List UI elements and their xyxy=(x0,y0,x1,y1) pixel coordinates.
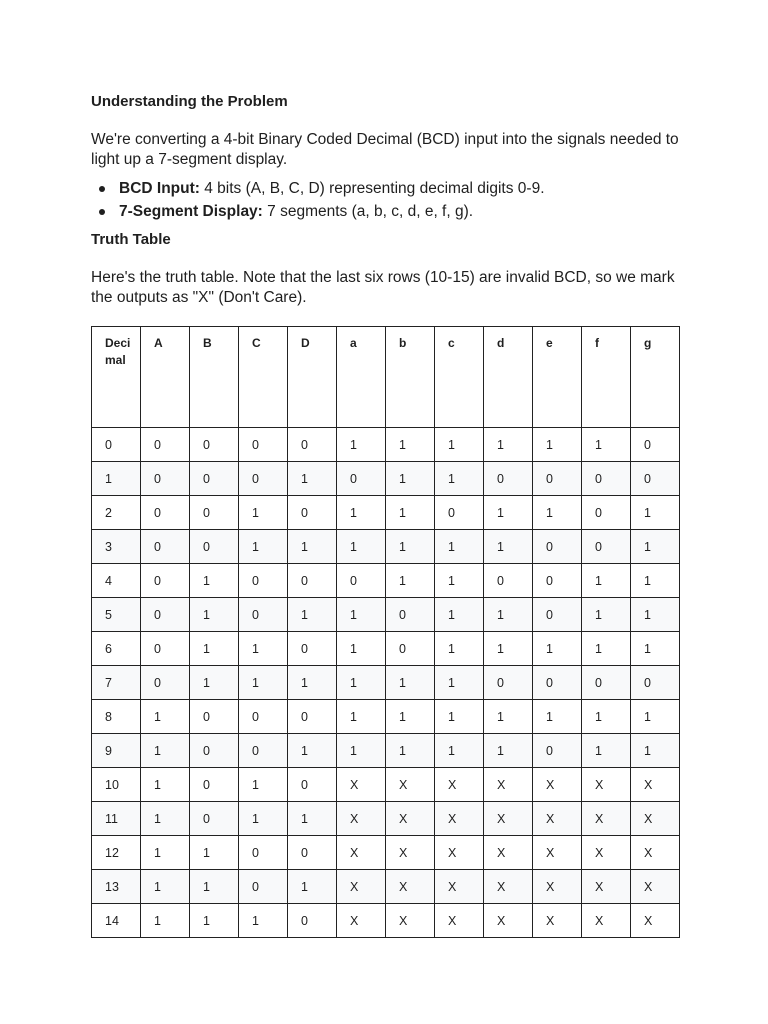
bullet-text: 4 bits (A, B, C, D) representing decimal digits 0-9. xyxy=(199,180,545,197)
table-cell: 0 xyxy=(533,462,582,496)
table-cell: 1 xyxy=(141,870,190,904)
table-cell: 0 xyxy=(484,666,533,700)
table-cell: 1 xyxy=(288,870,337,904)
heading-truth-table: Truth Table xyxy=(91,231,171,248)
table-cell: 0 xyxy=(288,632,337,666)
table-cell: X xyxy=(484,768,533,802)
table-cell: 6 xyxy=(92,632,141,666)
table-cell: 0 xyxy=(190,734,239,768)
table-cell: 0 xyxy=(141,666,190,700)
table-row xyxy=(92,598,680,632)
table-cell: X xyxy=(582,802,631,836)
table-cell: 1 xyxy=(582,700,631,734)
table-cell: 1 xyxy=(337,666,386,700)
table-cell: 4 xyxy=(92,564,141,598)
table-cell: 0 xyxy=(288,496,337,530)
table-cell: 1 xyxy=(484,496,533,530)
table-cell: 1 xyxy=(190,598,239,632)
table-cell: 1 xyxy=(190,666,239,700)
table-cell: 1 xyxy=(141,904,190,938)
table-cell: 0 xyxy=(484,564,533,598)
table-cell: 0 xyxy=(631,462,680,496)
bullet-item-7-segment-display xyxy=(91,200,545,223)
table-cell: 0 xyxy=(190,802,239,836)
table-cell: 1 xyxy=(631,700,680,734)
table-cell: 0 xyxy=(435,496,484,530)
table-cell: 0 xyxy=(533,734,582,768)
table-cell: 10 xyxy=(92,768,141,802)
column-header-a: A xyxy=(141,327,190,428)
table-cell: 1 xyxy=(386,462,435,496)
bullet-label: BCD Input: xyxy=(119,180,200,197)
table-cell: 1 xyxy=(484,734,533,768)
table-cell: X xyxy=(386,870,435,904)
table-cell: 0 xyxy=(141,428,190,462)
table-cell: X xyxy=(631,870,680,904)
table-cell: 0 xyxy=(92,428,141,462)
table-cell: X xyxy=(484,836,533,870)
table-cell: 1 xyxy=(337,530,386,564)
intro-paragraph: We're converting a 4-bit Binary Coded Decimal (BCD) input into the signals needed to light up a 7-segment display. xyxy=(91,131,679,168)
table-cell: 1 xyxy=(484,530,533,564)
table-cell: 1 xyxy=(435,564,484,598)
table-cell: 1 xyxy=(239,530,288,564)
table-cell: X xyxy=(582,870,631,904)
table-cell: 0 xyxy=(386,598,435,632)
table-row xyxy=(92,428,680,462)
table-cell: 1 xyxy=(288,462,337,496)
table-cell: 1 xyxy=(386,496,435,530)
table-cell: 1 xyxy=(631,734,680,768)
column-header-f: f xyxy=(582,327,631,428)
table-cell: X xyxy=(631,802,680,836)
table-cell: X xyxy=(533,768,582,802)
table-cell: 0 xyxy=(533,530,582,564)
table-cell: 1 xyxy=(631,598,680,632)
table-cell: 1 xyxy=(288,734,337,768)
table-cell: 0 xyxy=(337,462,386,496)
table-cell: X xyxy=(337,802,386,836)
truth-table-paragraph: Here's the truth table. Note that the last six rows (10-15) are invalid BCD, so we mark the outputs as "X" (Don't Care). xyxy=(91,269,675,306)
table-cell: 1 xyxy=(141,734,190,768)
table-cell: 1 xyxy=(190,836,239,870)
table-cell: 0 xyxy=(288,700,337,734)
table-cell: 0 xyxy=(239,734,288,768)
table-row xyxy=(92,530,680,564)
table-cell: 0 xyxy=(141,632,190,666)
table-cell: 1 xyxy=(631,530,680,564)
bullet-item-bcd-input xyxy=(91,177,545,200)
table-cell: 8 xyxy=(92,700,141,734)
table-cell: 12 xyxy=(92,836,141,870)
table-cell: 1 xyxy=(288,666,337,700)
table-cell: 1 xyxy=(582,428,631,462)
table-cell: 1 xyxy=(386,564,435,598)
table-row xyxy=(92,802,680,836)
table-cell: 1 xyxy=(435,632,484,666)
table-cell: X xyxy=(386,836,435,870)
table-cell: X xyxy=(631,768,680,802)
table-cell: 1 xyxy=(141,802,190,836)
table-cell: 0 xyxy=(141,496,190,530)
table-row xyxy=(92,496,680,530)
table-cell: 1 xyxy=(337,700,386,734)
table-cell: 0 xyxy=(190,496,239,530)
column-header-c: C xyxy=(239,327,288,428)
table-cell: 1 xyxy=(435,530,484,564)
table-cell: 0 xyxy=(239,870,288,904)
table-row xyxy=(92,870,680,904)
table-cell: 0 xyxy=(239,564,288,598)
table-cell: 0 xyxy=(337,564,386,598)
table-cell: 1 xyxy=(386,700,435,734)
table-cell: 0 xyxy=(141,462,190,496)
table-row xyxy=(92,836,680,870)
table-cell: 1 xyxy=(533,428,582,462)
table-cell: X xyxy=(386,768,435,802)
table-cell: X xyxy=(582,836,631,870)
table-cell: 1 xyxy=(435,462,484,496)
table-cell: 0 xyxy=(141,530,190,564)
table-cell: 0 xyxy=(386,632,435,666)
table-cell: 13 xyxy=(92,870,141,904)
table-header-row xyxy=(92,327,680,428)
table-cell: 11 xyxy=(92,802,141,836)
table-cell: 0 xyxy=(190,462,239,496)
table-cell: 1 xyxy=(582,734,631,768)
table-cell: 0 xyxy=(631,666,680,700)
table-cell: X xyxy=(631,836,680,870)
table-cell: 1 xyxy=(386,428,435,462)
table-cell: 1 xyxy=(533,496,582,530)
bullet-label: 7-Segment Display: xyxy=(119,203,263,220)
table-cell: 1 xyxy=(631,496,680,530)
table-cell: 0 xyxy=(533,598,582,632)
table-cell: X xyxy=(533,904,582,938)
table-cell: 1 xyxy=(239,768,288,802)
table-cell: 0 xyxy=(190,700,239,734)
table-cell: 1 xyxy=(386,530,435,564)
table-cell: 1 xyxy=(337,632,386,666)
table-cell: X xyxy=(582,904,631,938)
table-cell: 1 xyxy=(484,700,533,734)
table-cell: 1 xyxy=(484,428,533,462)
column-header-e: e xyxy=(533,327,582,428)
table-cell: X xyxy=(484,904,533,938)
table-cell: X xyxy=(386,802,435,836)
table-cell: X xyxy=(533,836,582,870)
table-cell: 1 xyxy=(288,598,337,632)
table-cell: 1 xyxy=(190,564,239,598)
table-cell: X xyxy=(337,836,386,870)
table-row xyxy=(92,632,680,666)
table-cell: 0 xyxy=(533,564,582,598)
table-cell: 1 xyxy=(533,632,582,666)
table-cell: 1 xyxy=(141,700,190,734)
table-cell: 0 xyxy=(631,428,680,462)
table-cell: 1 xyxy=(288,802,337,836)
table-row xyxy=(92,734,680,768)
table-cell: X xyxy=(435,904,484,938)
table-cell: 0 xyxy=(288,428,337,462)
table-cell: 5 xyxy=(92,598,141,632)
table-cell: X xyxy=(337,768,386,802)
table-cell: 1 xyxy=(141,768,190,802)
column-header-a: a xyxy=(337,327,386,428)
table-cell: 0 xyxy=(484,462,533,496)
table-cell: 1 xyxy=(190,904,239,938)
table-cell: 0 xyxy=(239,462,288,496)
table-cell: X xyxy=(435,870,484,904)
column-header-c: c xyxy=(435,327,484,428)
table-cell: 1 xyxy=(239,904,288,938)
table-cell: X xyxy=(435,802,484,836)
table-cell: 1 xyxy=(533,700,582,734)
table-cell: 1 xyxy=(484,632,533,666)
table-cell: X xyxy=(435,768,484,802)
table-row xyxy=(92,666,680,700)
table-cell: X xyxy=(582,768,631,802)
table-cell: 1 xyxy=(631,564,680,598)
table-cell: 0 xyxy=(141,598,190,632)
table-cell: 1 xyxy=(435,734,484,768)
table-cell: 0 xyxy=(239,836,288,870)
column-header-g: g xyxy=(631,327,680,428)
table-row xyxy=(92,904,680,938)
table-cell: 9 xyxy=(92,734,141,768)
table-cell: 14 xyxy=(92,904,141,938)
table-cell: 1 xyxy=(190,870,239,904)
bullet-list xyxy=(91,177,545,223)
table-cell: 0 xyxy=(582,496,631,530)
table-cell: 1 xyxy=(435,598,484,632)
table-cell: X xyxy=(386,904,435,938)
table-cell: 1 xyxy=(337,428,386,462)
bullet-text: 7 segments (a, b, c, d, e, f, g). xyxy=(262,203,474,220)
table-cell: 1 xyxy=(631,632,680,666)
table-cell: 0 xyxy=(533,666,582,700)
table-cell: 0 xyxy=(582,462,631,496)
heading-understanding-the-problem: Understanding the Problem xyxy=(91,93,288,110)
table-cell: 0 xyxy=(239,428,288,462)
table-cell: 1 xyxy=(141,836,190,870)
table-cell: 1 xyxy=(435,666,484,700)
table-cell: X xyxy=(484,802,533,836)
table-cell: 1 xyxy=(386,666,435,700)
column-header-d: d xyxy=(484,327,533,428)
table-body xyxy=(92,428,680,938)
table-cell: X xyxy=(435,836,484,870)
table-cell: 1 xyxy=(239,496,288,530)
table-cell: 0 xyxy=(288,904,337,938)
table-cell: 0 xyxy=(190,428,239,462)
table-cell: 0 xyxy=(239,700,288,734)
table-cell: 1 xyxy=(582,564,631,598)
table-cell: 3 xyxy=(92,530,141,564)
table-cell: 1 xyxy=(239,802,288,836)
column-header-d: D xyxy=(288,327,337,428)
table-cell: 0 xyxy=(288,836,337,870)
table-cell: X xyxy=(337,904,386,938)
table-cell: 1 xyxy=(337,496,386,530)
truth-table xyxy=(91,326,680,938)
table-cell: 1 xyxy=(337,598,386,632)
table-cell: 0 xyxy=(288,768,337,802)
column-header-decimal: Decimal xyxy=(92,327,141,428)
table-cell: 1 xyxy=(435,700,484,734)
table-cell: 1 xyxy=(190,632,239,666)
table-cell: 0 xyxy=(582,666,631,700)
table-cell: 1 xyxy=(484,598,533,632)
table-cell: 1 xyxy=(92,462,141,496)
table-cell: X xyxy=(533,802,582,836)
table-row xyxy=(92,700,680,734)
table-cell: 1 xyxy=(239,666,288,700)
table-cell: 1 xyxy=(582,598,631,632)
table-cell: 0 xyxy=(288,564,337,598)
table-cell: 1 xyxy=(337,734,386,768)
table-row xyxy=(92,462,680,496)
table-cell: 1 xyxy=(288,530,337,564)
table-cell: X xyxy=(337,870,386,904)
table-cell: 1 xyxy=(386,734,435,768)
table-cell: 0 xyxy=(190,768,239,802)
table-cell: 7 xyxy=(92,666,141,700)
column-header-b: b xyxy=(386,327,435,428)
table-cell: 1 xyxy=(239,632,288,666)
table-cell: 0 xyxy=(141,564,190,598)
table-cell: 0 xyxy=(582,530,631,564)
table-cell: 0 xyxy=(190,530,239,564)
table-cell: 0 xyxy=(239,598,288,632)
table-cell: 1 xyxy=(582,632,631,666)
table-cell: 2 xyxy=(92,496,141,530)
table-row xyxy=(92,768,680,802)
table-cell: X xyxy=(631,904,680,938)
table-cell: X xyxy=(533,870,582,904)
column-header-b: B xyxy=(190,327,239,428)
table-cell: X xyxy=(484,870,533,904)
table-cell: 1 xyxy=(435,428,484,462)
table-row xyxy=(92,564,680,598)
